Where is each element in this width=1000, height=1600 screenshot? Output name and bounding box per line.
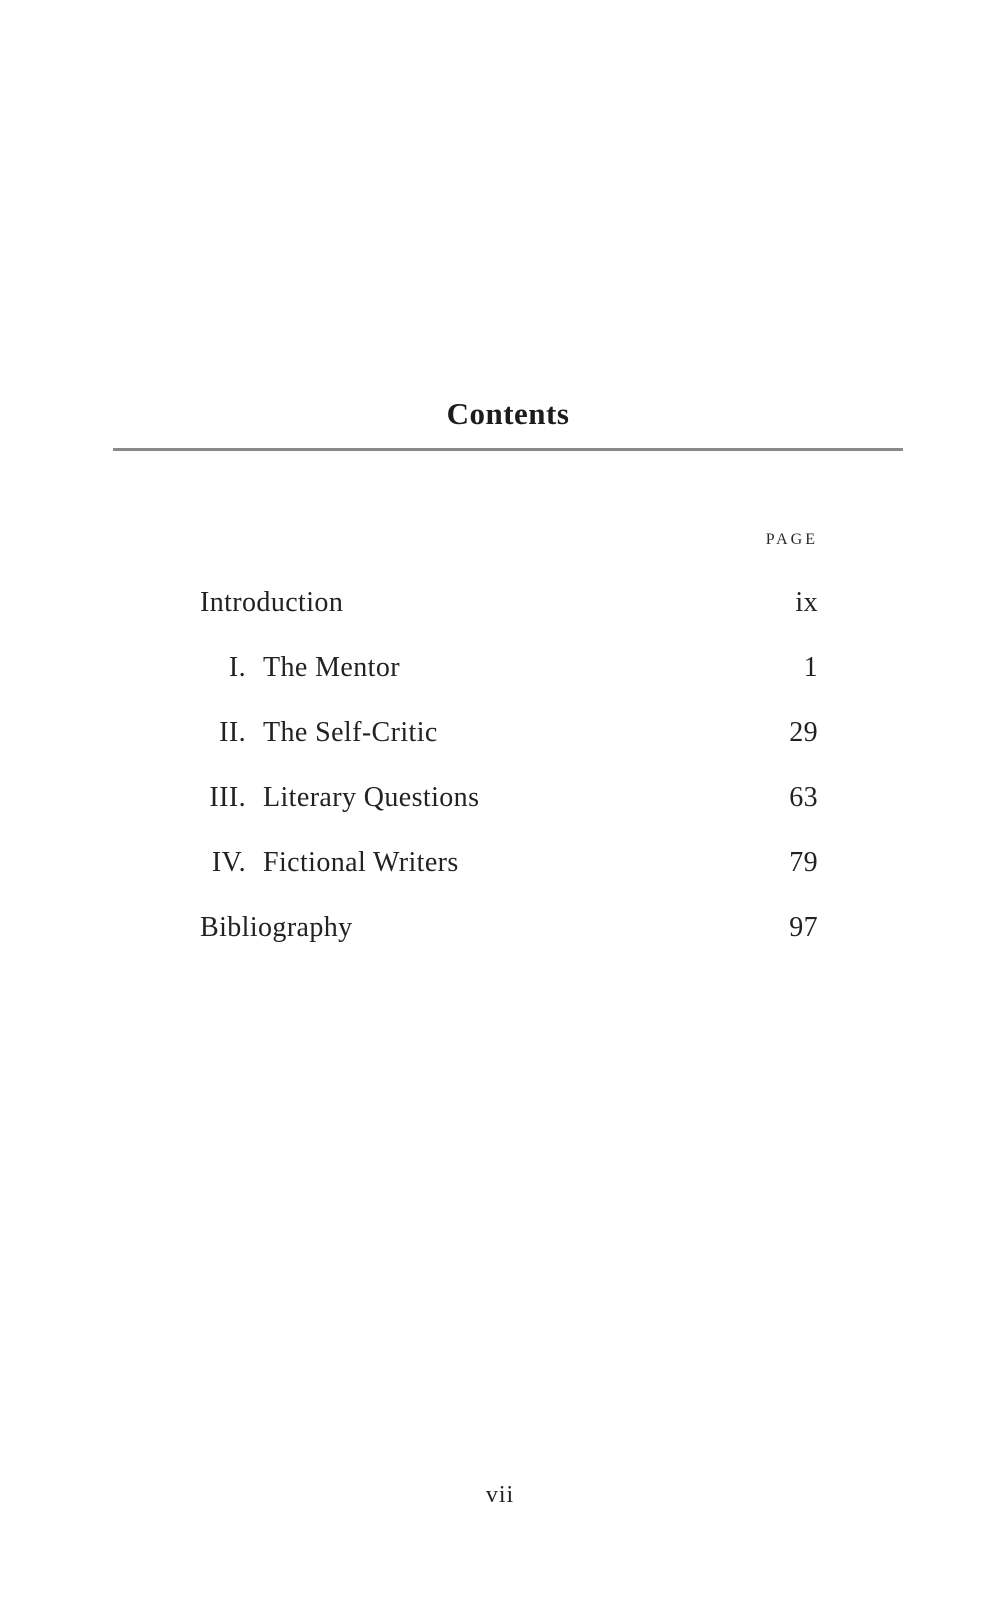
toc-entry-chapter-2	[200, 700, 818, 765]
toc-entry-bibliography	[200, 895, 818, 960]
table-of-contents	[200, 570, 818, 960]
toc-entry-introduction	[200, 570, 818, 635]
toc-entry-page-number: 97	[789, 912, 818, 943]
toc-entry-title: Fictional Writers	[263, 847, 459, 878]
toc-entry-numeral: II.	[219, 717, 246, 748]
page-column-label: PAGE	[765, 531, 818, 548]
toc-entry-title: The Mentor	[263, 652, 400, 683]
page-title: Contents	[446, 396, 570, 431]
toc-entry-chapter-1	[200, 635, 818, 700]
toc-entry-chapter-4	[200, 830, 818, 895]
toc-entry-numeral: I.	[228, 652, 246, 683]
folio-page-number: vii	[485, 1482, 515, 1508]
toc-entry-title: Introduction	[200, 587, 344, 618]
toc-entry-title: Literary Questions	[263, 782, 480, 813]
toc-entry-page-number: 1	[803, 652, 818, 683]
toc-entry-page-number: ix	[795, 587, 818, 618]
toc-entry-page-number: 29	[789, 717, 818, 748]
toc-entry-chapter-3	[200, 765, 818, 830]
toc-entry-page-number: 63	[789, 782, 818, 813]
toc-entry-title: Bibliography	[200, 912, 353, 943]
title-divider-rule	[113, 448, 903, 451]
toc-entry-numeral: IV.	[211, 847, 246, 878]
toc-entry-numeral: III.	[209, 782, 246, 813]
toc-entry-title: The Self-Critic	[263, 717, 438, 748]
toc-entry-page-number: 79	[789, 847, 818, 878]
